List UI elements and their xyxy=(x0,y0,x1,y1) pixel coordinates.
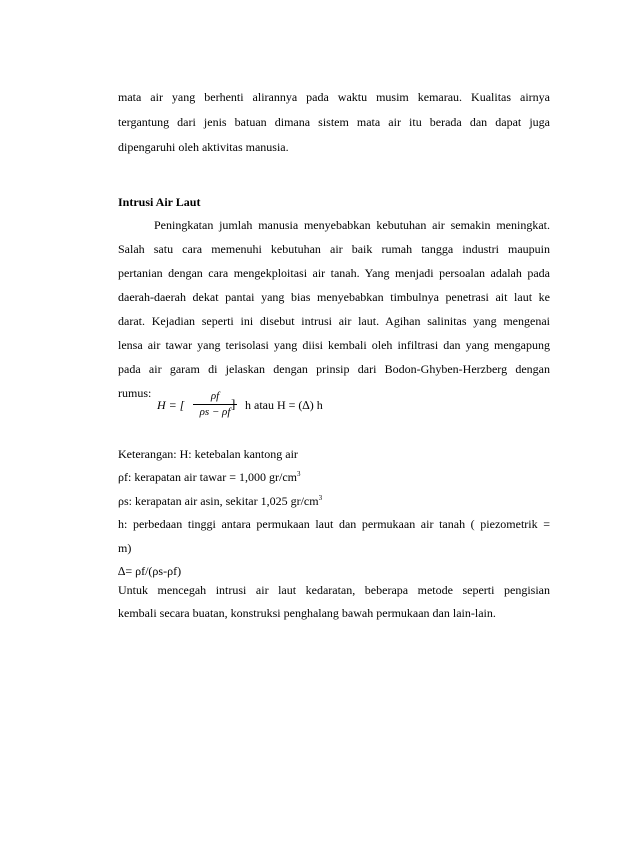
rho-f-line xyxy=(118,470,550,484)
keterangan-line: Keterangan: H: ketebalan kantong air xyxy=(118,447,298,461)
section-heading: Intrusi Air Laut xyxy=(118,195,201,209)
rho-s-exponent: 3 xyxy=(318,494,323,502)
paragraph-line-8: rumus: xyxy=(118,386,152,400)
paragraph-line-3: pertanian dengan cara mengekploitasi air tanah. Yang menjadi persoalan adalah pada xyxy=(118,266,550,280)
h-line-1: h: perbedaan tinggi antara permukaan laut dan permukaan air tanah ( piezometrik = xyxy=(118,517,550,531)
rho-f-exponent: 3 xyxy=(297,470,301,478)
formula-close-bracket: ] xyxy=(231,396,236,411)
rho-s-text: ρs: kerapatan air asin, sekitar 1,025 gr/cm xyxy=(118,494,319,508)
closing-line-2: kembali secara buatan, konstruksi penghalang bawah permukaan dan lain-lain. xyxy=(118,606,496,620)
rho-s-line xyxy=(118,494,550,508)
intro-line-2: tergantung dari jenis batuan dimana sistem mata air itu berada dan dapat juga xyxy=(118,115,550,129)
formula-tail: h atau H = (∆) h xyxy=(245,398,323,412)
formula-lhs: H = [ xyxy=(157,398,185,412)
h-line-2: m) xyxy=(118,541,132,555)
intro-line-3: dipengaruhi oleh aktivitas manusia. xyxy=(118,140,289,154)
closing-line-1: Untuk mencegah intrusi air laut kedaratan, beberapa metode seperti pengisian xyxy=(118,583,550,597)
paragraph-line-5: darat. Kejadian seperti ini disebut intrusi air laut. Agihan salinitas yang mengenai xyxy=(118,314,550,328)
formula-denominator: ρs − ρf xyxy=(199,406,231,418)
formula-numerator: ρf xyxy=(210,390,220,402)
rho-f-text: ρf: kerapatan air tawar = 1,000 gr/cm xyxy=(118,470,298,484)
delta-line: ∆= ρf/(ρs-ρf) xyxy=(118,564,182,578)
paragraph-line-7: pada air garam di jelaskan dengan prinsip dari Bodon-Ghyben-Herzberg dengan xyxy=(118,362,550,376)
paragraph-line-4: daerah-daerah dekat pantai yang bias menyebabkan timbulnya penetrasi ait laut ke xyxy=(118,290,550,304)
paragraph-line-2: Salah satu cara memenuhi kebutuhan air baik rumah tangga industri maupuin xyxy=(118,242,550,256)
paragraph-line-6: lensa air tawar yang terisolasi yang diisi kembali oleh infiltrasi dan yang mengapung xyxy=(118,338,550,352)
paragraph-line-1: Peningkatan jumlah manusia menyebabkan kebutuhan air semakin meningkat. xyxy=(154,218,550,232)
intro-line-1: mata air yang berhenti alirannya pada waktu musim kemarau. Kualitas airnya xyxy=(118,90,550,104)
